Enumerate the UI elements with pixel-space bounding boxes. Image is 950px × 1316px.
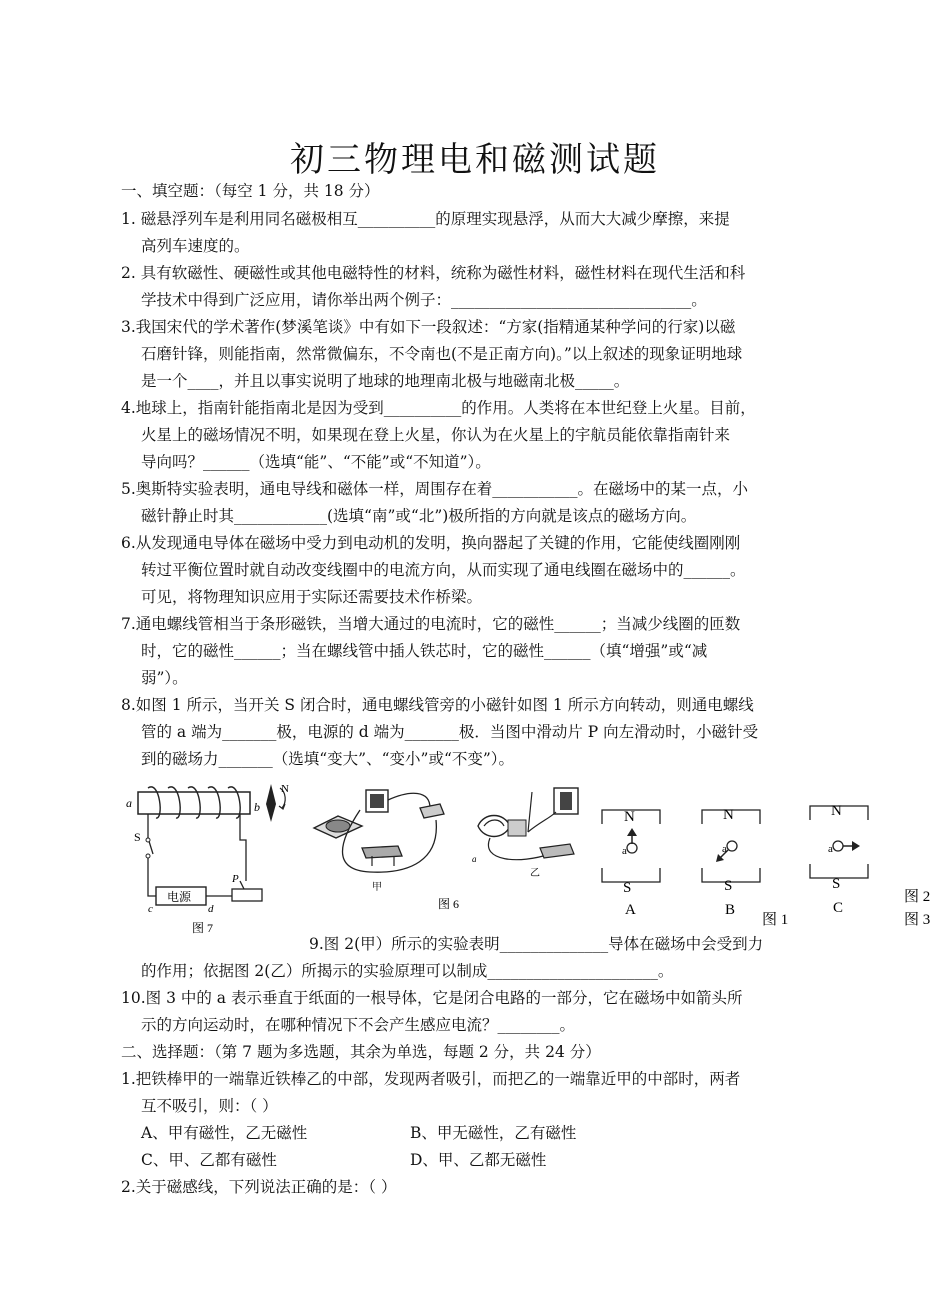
figure-3-magnet-panels — [598, 796, 950, 936]
question-5-line-1: 5.奥斯特实验表明，通电导线和磁体一样，周围存在着___________。在磁场中的某一点，小 — [121, 480, 749, 498]
label-N: N — [281, 783, 289, 795]
question-7-line-1: 7.通电螺线管相当于条形磁铁，当增大通过的电流时，它的磁性______；当减少线圈的匝数 — [121, 615, 741, 633]
label-b: b — [254, 800, 260, 814]
label-P: P — [232, 873, 239, 885]
figure-2-caption: 图 2 — [904, 889, 931, 905]
label-power: 电源 — [167, 890, 192, 904]
question-10-line-1: 10.图 3 中的 a 表示垂直于纸面的一根导体，它是闭合电路的一部分，它在磁场中如箭头所 — [121, 989, 743, 1007]
panel-B-conductor: a — [722, 843, 727, 855]
question-1-line-2: 高列车速度的。 — [141, 237, 250, 255]
question-3-line-3: 是一个____，并且以事实说明了地球的地理南北极与地磁南北极_____。 — [141, 372, 630, 390]
choice-2-line-1: 2.关于磁感线，下列说法正确的是：（ ） — [121, 1178, 397, 1196]
question-8-line-3: 到的磁场力_______（选填“变大”、“变小”或“不变”）。 — [141, 750, 515, 768]
question-4-line-1: 4.地球上，指南针能指南北是因为受到__________的作用。人类将在本世纪登上火星。目前， — [121, 399, 756, 417]
section-heading-choice: 二、选择题：（第 7 题为多选题，其余为单选，每题 2 分，共 24 分） — [121, 1043, 601, 1061]
panel-B-south: S — [724, 878, 733, 894]
question-7-line-2: 时，它的磁性______；当在螺线管中插人铁芯时，它的磁性______（填“增强”或“减 — [141, 642, 708, 660]
panel-B-label: B — [725, 902, 736, 918]
panel-B — [702, 807, 760, 918]
figure-3-caption: 图 3 — [904, 912, 931, 928]
question-4-line-3: 导向吗？______（选填“能”、“不能”或“不知道”）。 — [141, 453, 491, 471]
question-2-line-2: 学技术中得到广泛应用，请你举出两个例子：_______________________________。 — [141, 291, 707, 309]
question-7-line-3: 弱”）。 — [141, 669, 188, 687]
label-c: c — [148, 903, 153, 915]
choice-1-option-B: B、甲无磁性，乙有磁性 — [410, 1124, 577, 1142]
panel-B-north: N — [723, 807, 734, 823]
panel-A-south: S — [623, 880, 632, 896]
page-title: 初三物理电和磁测试题 — [290, 140, 660, 180]
label-S-switch: S — [134, 830, 141, 844]
figure-6-caption: 图 6 — [438, 897, 460, 911]
question-8-line-1: 8.如图 1 所示，当开关 S 闭合时，通电螺线管旁的小磁针如图 1 所示方向转动，则通电螺线 — [121, 696, 754, 714]
label-a-fig6: a — [472, 854, 477, 864]
choice-1-option-D: D、甲、乙都无磁性 — [410, 1151, 547, 1169]
panel-C-conductor: a — [828, 843, 833, 855]
label-jia: 甲 — [372, 882, 382, 893]
question-6-line-1: 6.从发现通电导体在磁场中受力到电动机的发明，换向器起了关键的作用，它能使线圈刚刚 — [121, 534, 741, 552]
question-6-line-3: 可见，将物理知识应用于实际还需要技术作桥梁。 — [141, 588, 483, 606]
question-3-line-2: 石磨针锋，则能指南，然常微偏东，不令南也(不是正南方向)。”以上叙述的现象证明地球 — [141, 345, 743, 363]
panel-C — [810, 803, 868, 916]
panel-C-label: C — [833, 900, 844, 916]
question-9-line-2: 的作用；依据图 2(乙）所揭示的实验原理可以制成______________________。 — [141, 962, 674, 980]
question-9-line-1: 9.图 2(甲）所示的实验表明______________导体在磁场中会受到力 — [309, 935, 764, 953]
figure-6-jia-sketch — [300, 780, 460, 920]
question-3-line-1: 3.我国宋代的学术著作(梦溪笔谈》中有如下一段叙述：“方家(指精通某种学问的行家)以磁 — [121, 318, 736, 336]
question-1-line-1: 1. 磁悬浮列车是利用同名磁极相互__________的原理实现悬浮，从而大大减少摩擦，来提 — [121, 210, 730, 228]
panel-C-north: N — [831, 803, 842, 819]
panel-C-south: S — [832, 876, 841, 892]
question-6-line-2: 转过平衡位置时就自动改变线圈中的电流方向，从而实现了通电线圈在磁场中的______。 — [141, 561, 746, 579]
figure-1-caption: 图 1 — [762, 912, 789, 928]
question-10-line-2: 示的方向运动时，在哪种情况下不会产生感应电流？________。 — [141, 1016, 576, 1034]
section-heading-fill-in: 一、填空题：（每空 1 分，共 18 分） — [121, 182, 380, 200]
choice-1-option-A: A、甲有磁性，乙无磁性 — [141, 1124, 308, 1142]
question-4-line-2: 火星上的磁场情况不明，如果现在登上火星，你认为在火星上的宇航员能依靠指南针来 — [141, 426, 731, 444]
question-8-line-2: 管的 a 端为_______极，电源的 d 端为_______极．当图中滑动片 P 向左滑动时，小磁针受 — [141, 723, 759, 741]
panel-A-label: A — [625, 902, 636, 918]
choice-1-line-1: 1.把铁棒甲的一端靠近铁棒乙的中部，发现两者吸引，而把乙的一端靠近甲的中部时，两者 — [121, 1070, 741, 1088]
label-d: d — [208, 903, 214, 915]
panel-A — [602, 809, 660, 918]
choice-1-option-C: C、甲、乙都有磁性 — [141, 1151, 277, 1169]
panel-A-north: N — [624, 809, 635, 825]
question-2-line-1: 2. 具有软磁性、硬磁性或其他电磁特性的材料，统称为磁性材料，磁性材料在现代生活和科 — [121, 264, 746, 282]
label-yi: 乙 — [530, 868, 540, 879]
panel-A-conductor: a — [622, 845, 627, 857]
figure-6-yi-sketch — [470, 782, 595, 882]
question-5-line-2: 磁针静止时其____________(选填“南”或“北”)极所指的方向就是该点的磁场方向。 — [141, 507, 697, 525]
figure-7-solenoid-circuit — [120, 778, 298, 938]
label-a: a — [126, 796, 132, 810]
choice-1-line-2: 互不吸引，则：（ ） — [141, 1097, 278, 1115]
figure-7-caption: 图 7 — [192, 921, 214, 935]
